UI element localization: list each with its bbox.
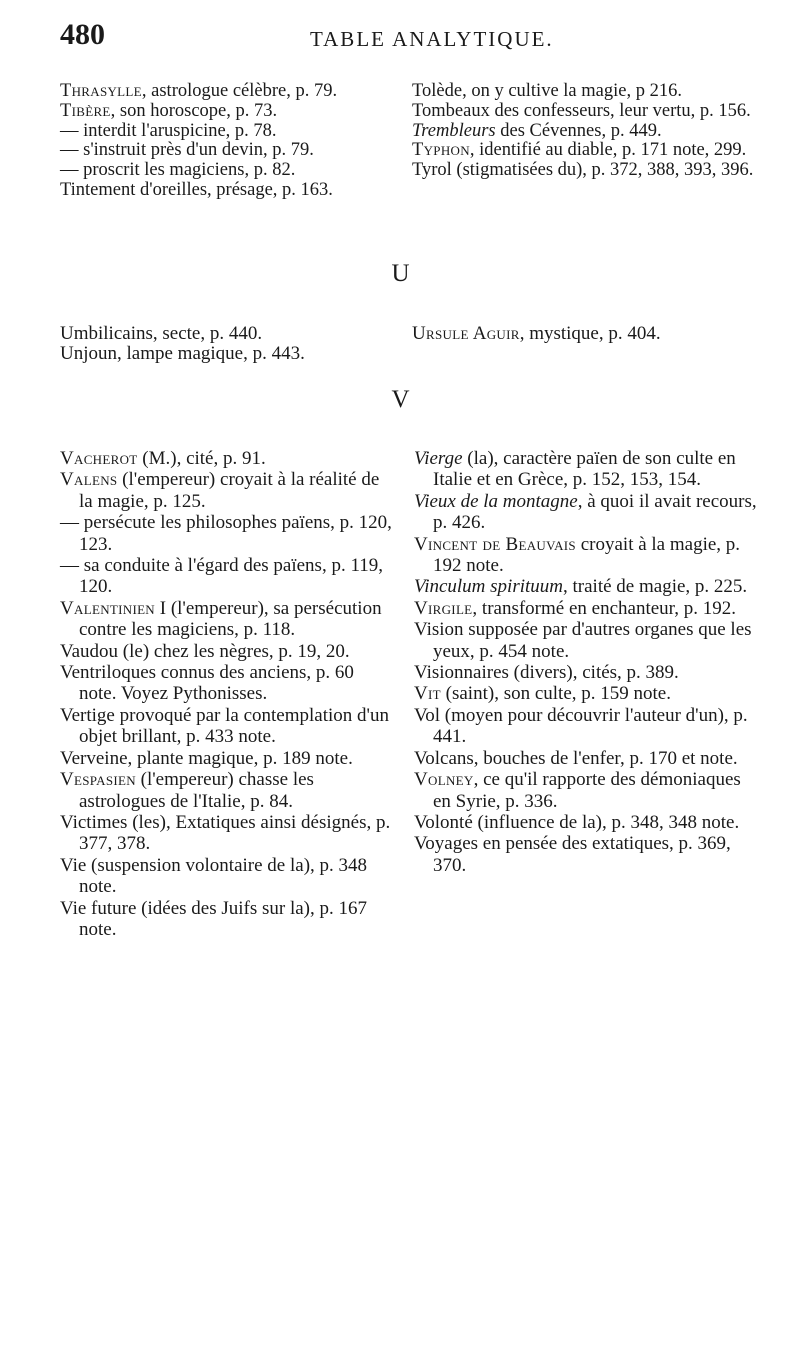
entry-text: Victimes (les), Extatiques ainsi désignés, p. 377, 378. bbox=[60, 811, 391, 855]
section-letter-u: U bbox=[391, 260, 410, 287]
entry-text: (l'empereur) chasse les astrologues de l'Italie, p. 84. bbox=[79, 769, 314, 812]
index-entry bbox=[414, 534, 760, 577]
index-entry bbox=[60, 769, 396, 812]
entry-headword: Vincent de Beauvais bbox=[414, 533, 576, 555]
index-entry bbox=[414, 619, 760, 662]
index-entry bbox=[414, 576, 760, 597]
entry-headword: Valentinien bbox=[60, 597, 155, 619]
index-entry bbox=[60, 641, 396, 662]
index-entry bbox=[60, 181, 395, 201]
section-v-left-column bbox=[60, 448, 396, 940]
index-entry bbox=[60, 122, 395, 142]
entry-text: Tolède, on y cultive la magie, p 216. bbox=[412, 81, 682, 101]
entry-headword: Thrasylle bbox=[60, 81, 142, 101]
entry-headword: Vieux de la montagne bbox=[414, 490, 578, 512]
entry-text: Volonté (influence de la), p. 348, 348 note. bbox=[414, 811, 740, 833]
running-title: TABLE ANALYTIQUE. bbox=[310, 27, 554, 51]
entry-text: Unjoun, lampe magique, p. 443. bbox=[60, 342, 305, 364]
entry-headword: Valens bbox=[60, 469, 118, 491]
entry-text: , à quoi il avait recours, p. 426. bbox=[433, 490, 757, 534]
entry-text: Vie (suspension volontaire de la), p. 348 note. bbox=[60, 854, 368, 898]
index-entry bbox=[412, 102, 760, 122]
entry-headword: Trembleurs bbox=[412, 120, 496, 141]
entry-text: , traité de magie, p. 225. bbox=[563, 576, 748, 598]
index-entry bbox=[60, 469, 396, 512]
entry-text: Ventriloques connus des anciens, p. 60 note. Voyez Pythonisses. bbox=[60, 662, 354, 705]
entry-text: Tyrol (stigmatisées du), p. 372, 388, 393, 396. bbox=[412, 160, 754, 181]
entry-text: Vertige provoqué par la contemplation d'un objet brillant, p. 433 note. bbox=[60, 704, 389, 748]
index-entry bbox=[60, 324, 405, 344]
entry-text: , identifié au diable, p. 171 note, 299. bbox=[469, 140, 747, 161]
entry-text: — interdit l'aruspicine, p. 78. bbox=[60, 120, 277, 141]
entry-text: (saint), son culte, p. 159 note. bbox=[440, 683, 671, 705]
index-entry bbox=[60, 812, 396, 855]
index-entry bbox=[414, 769, 760, 812]
page-header bbox=[60, 18, 760, 58]
index-entry bbox=[60, 898, 396, 941]
index-entry bbox=[60, 161, 395, 181]
index-entry bbox=[60, 512, 396, 555]
index-entry bbox=[60, 102, 395, 122]
index-entry bbox=[60, 344, 405, 364]
entry-text: (l'empereur) croyait à la réalité de la magie, p. 125. bbox=[79, 469, 380, 512]
entry-headword: Ursule Aguir bbox=[412, 323, 520, 344]
index-entry bbox=[414, 748, 760, 769]
entry-headword: Typhon bbox=[412, 140, 470, 161]
entry-headword: Volney bbox=[414, 769, 474, 791]
entry-text: Tintement d'oreilles, présage, p. 163. bbox=[60, 179, 333, 200]
index-entry bbox=[60, 555, 396, 598]
entry-headword: Vacherot bbox=[60, 448, 138, 469]
entry-text: Umbilicains, secte, p. 440. bbox=[60, 323, 263, 344]
entry-text: Voyages en pensée des extatiques, p. 369, 370. bbox=[414, 833, 731, 876]
entry-text: , son horoscope, p. 73. bbox=[110, 100, 278, 121]
index-entry bbox=[60, 748, 396, 769]
index-entry bbox=[412, 324, 772, 344]
index-entry bbox=[412, 82, 760, 102]
index-entry bbox=[414, 705, 760, 748]
entry-text: (M.), cité, p. 91. bbox=[137, 448, 266, 469]
section-letter-v: V bbox=[391, 386, 410, 413]
entry-text: , transformé en enchanteur, p. 192. bbox=[472, 597, 736, 619]
index-entry bbox=[60, 855, 396, 898]
entry-text: , ce qu'il rapporte des démoniaques en Syrie, p. 336. bbox=[433, 769, 741, 812]
section-t-left-column bbox=[60, 82, 395, 201]
entry-text: Vision supposée par d'autres organes que les yeux, p. 454 note. bbox=[414, 619, 752, 662]
entry-text: des Cévennes, p. 449. bbox=[495, 120, 662, 141]
entry-text: (la), caractère païen de son culte en Italie et en Grèce, p. 152, 153, 154. bbox=[433, 448, 736, 491]
entry-text: Volcans, bouches de l'enfer, p. 170 et note. bbox=[414, 747, 738, 769]
index-entry bbox=[414, 812, 760, 833]
entry-headword: Tibère bbox=[60, 100, 111, 121]
index-entry bbox=[60, 598, 396, 641]
section-u-right-column bbox=[412, 324, 772, 344]
index-entry bbox=[60, 82, 395, 102]
entry-text: Vaudou (le) chez les nègres, p. 19, 20. bbox=[60, 640, 350, 662]
entry-text: Vol (moyen pour découvrir l'auteur d'un), p. 441. bbox=[414, 704, 748, 748]
index-entry bbox=[414, 833, 760, 876]
index-entry bbox=[60, 141, 395, 161]
index-entry bbox=[412, 161, 760, 181]
entry-text: Visionnaires (divers), cités, p. 389. bbox=[414, 662, 679, 684]
index-entry bbox=[60, 662, 396, 705]
entry-text: — sa conduite à l'égard des païens, p. 119, 120. bbox=[60, 555, 383, 598]
index-entry bbox=[414, 598, 760, 619]
section-v-right-column bbox=[414, 448, 760, 876]
entry-text: , astrologue célèbre, p. 79. bbox=[141, 81, 338, 101]
section-t-right-column bbox=[412, 82, 760, 181]
entry-text: — s'instruit près d'un devin, p. 79. bbox=[60, 140, 314, 161]
entry-text: — persécute les philosophes païens, p. 120, 123. bbox=[60, 512, 392, 555]
page-number: 480 bbox=[60, 18, 105, 51]
entry-headword: Vespasien bbox=[60, 769, 136, 791]
index-entry bbox=[412, 122, 760, 142]
entry-headword: Vinculum spirituum bbox=[414, 576, 564, 598]
index-entry bbox=[414, 448, 760, 491]
index-entry bbox=[60, 448, 396, 469]
entry-text: , mystique, p. 404. bbox=[519, 323, 661, 344]
index-entry bbox=[60, 705, 396, 748]
entry-headword: Virgile bbox=[414, 597, 473, 619]
entry-text: — proscrit les magiciens, p. 82. bbox=[60, 160, 296, 181]
entry-headword: Vit bbox=[414, 683, 441, 705]
entry-text: Vie future (idées des Juifs sur la), p. 167 note. bbox=[60, 897, 368, 940]
index-entry bbox=[414, 491, 760, 534]
entry-text: Tombeaux des confesseurs, leur vertu, p. 156. bbox=[412, 100, 751, 121]
index-entry bbox=[412, 141, 760, 161]
section-u-left-column bbox=[60, 324, 405, 364]
entry-text: Verveine, plante magique, p. 189 note. bbox=[60, 747, 353, 769]
index-entry bbox=[414, 662, 760, 683]
entry-headword: Vierge bbox=[414, 448, 463, 469]
entry-text: I (l'empereur), sa persécution contre les magiciens, p. 118. bbox=[79, 597, 382, 641]
entry-text: croyait à la magie, p. 192 note. bbox=[433, 533, 741, 577]
index-entry bbox=[414, 683, 760, 704]
